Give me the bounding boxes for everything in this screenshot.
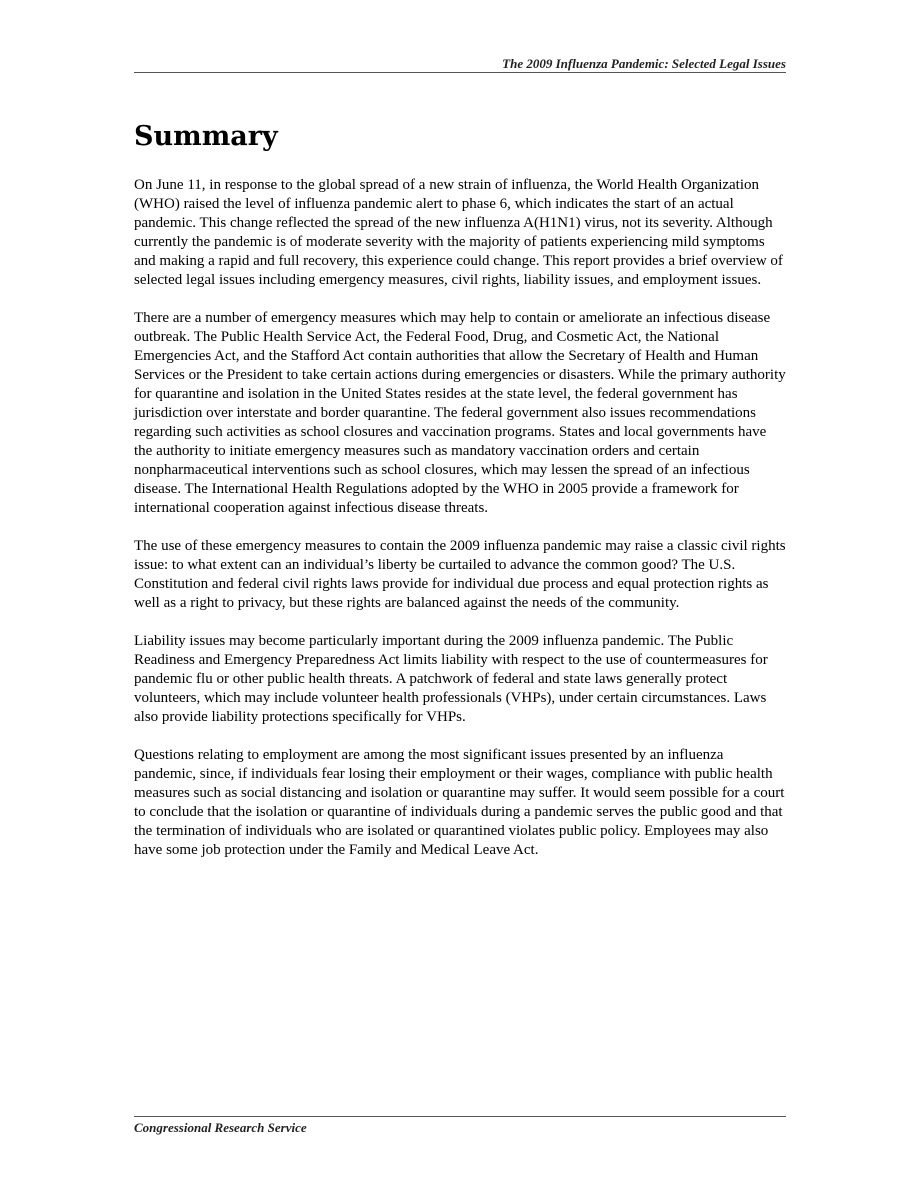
paragraph-3: The use of these emergency measures to contain the 2009 influenza pandemic may raise a classic civil rights issue: to what extent can an individual’s liberty be curtailed to advance the common good? The U.S. Constitution and federal civil rights laws provide for individual due process and equal protection rights as well as a right to privacy, but these rights are balanced against the needs of the community. (134, 538, 786, 611)
footer-divider (134, 1116, 786, 1117)
paragraph-1: On June 11, in response to the global spread of a new strain of influenza, the World Health Organization (WHO) raised the level of influenza pandemic alert to phase 6, which indicates the start of an actual pandemic. This change reflected the spread of the new influenza A(H1N1) virus, not its severity. Although currently the pandemic is of moderate severity with the majority of patients experiencing mild symptoms and making a rapid and full recovery, this experience could change. This report provides a brief overview of selected legal issues including emergency measures, civil rights, liability issues, and employment issues. (134, 177, 783, 288)
page-title: Summary (134, 121, 278, 152)
running-footer-publisher: Congressional Research Service (134, 1120, 307, 1135)
paragraph-2: There are a number of emergency measures which may help to contain or ameliorate an infectious disease outbreak. The Public Health Service Act, the Federal Food, Drug, and Cosmetic Act, the National Emergencies Act, and the Stafford Act contain authorities that allow the Secretary of Health and Human Services or the President to take certain actions during emergencies or disasters. While the primary authority for quarantine and isolation in the United States resides at the state level, the federal government has jurisdiction over interstate and border quarantine. The federal government also issues recommendations regarding such activities as school closures and vaccination programs. States and local governments have the authority to initiate emergency measures such as mandatory vaccination orders and certain nonpharmaceutical interventions such as school closures, which may lessen the spread of an infectious disease. The International Health Regulations adopted by the WHO in 2005 provide a framework for international cooperation against infectious disease threats. (134, 310, 786, 516)
running-header-title: The 2009 Influenza Pandemic: Selected Legal Issues (502, 56, 786, 71)
header-divider (134, 72, 786, 73)
paragraph-5: Questions relating to employment are among the most significant issues presented by an influenza pandemic, since, if individuals fear losing their employment or their wages, compliance with public health measures such as social distancing and isolation or quarantine may suffer. It would seem possible for a court to conclude that the isolation or quarantine of individuals during a pandemic serves the public good and that the termination of individuals who are isolated or quarantined violates public policy. Employees may also have some job protection under the Family and Medical Leave Act. (134, 747, 785, 858)
summary-body (134, 176, 786, 879)
paragraph-4: Liability issues may become particularly important during the 2009 influenza pandemic. The Public Readiness and Emergency Preparedness Act limits liability with respect to the use of countermeasures for pandemic flu or other public health threats. A patchwork of federal and state laws generally protect volunteers, which may include volunteer health professionals (VHPs), under certain circumstances. Laws also provide liability protections specifically for VHPs. (134, 633, 768, 725)
